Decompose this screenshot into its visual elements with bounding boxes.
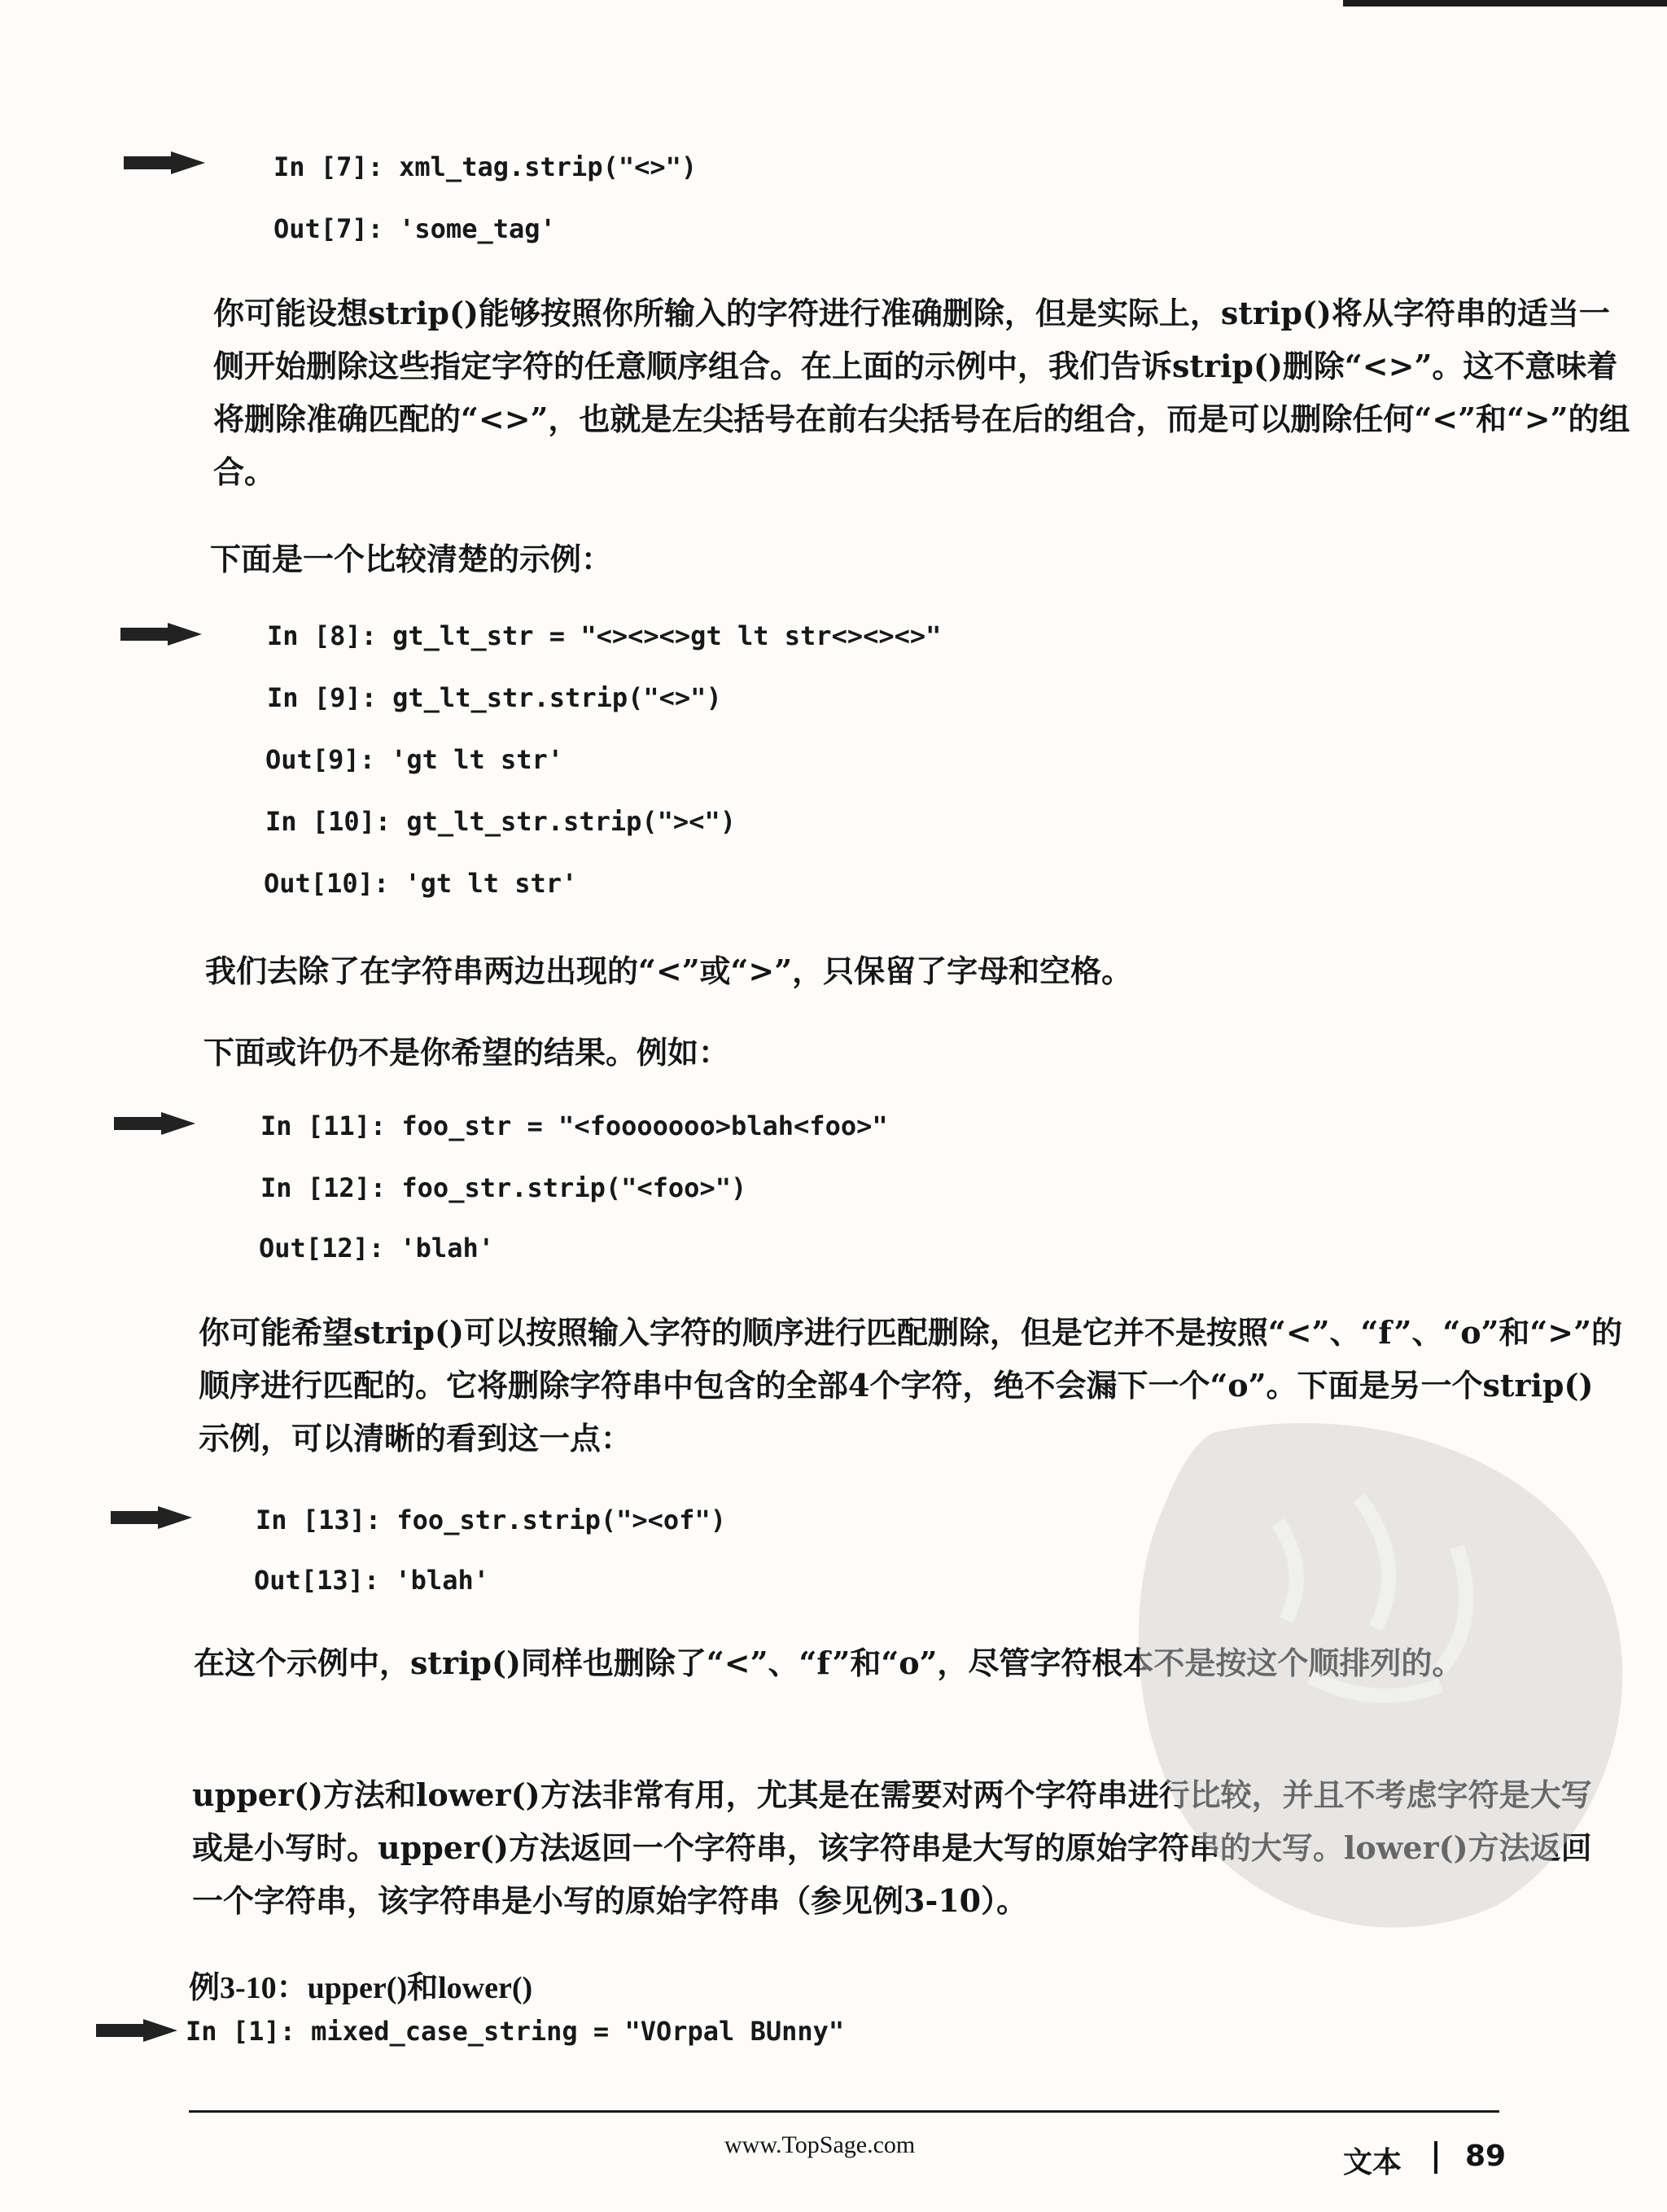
paragraph: upper()方法和lower()方法非常有用，尤其是在需要对两个字符串进行比较，并且不考虑字符是大写或是小写时。upper()方法返回一个字符串，该字符串是大写的原始字符串的大写。lower()方法返回一个字符串，该字符串是小写的原始字符串（参见例3-10）。 <box>192 1776 1592 1919</box>
code-line: Out[9]: 'gt lt str' <box>265 744 564 775</box>
footer-section-title: 文本 <box>1343 2146 1402 2179</box>
code-line: In [12]: foo_str.strip("<foo>") <box>260 1172 747 1203</box>
code-line: In [8]: gt_lt_str = "<><><>gt lt str<><><>" <box>267 620 942 651</box>
code-line: In [1]: mixed_case_string = "VOrpal BUnny" <box>186 2016 845 2047</box>
paragraph: 下面是一个比较清楚的示例： <box>210 541 613 577</box>
code-line: Out[7]: 'some_tag' <box>273 213 556 244</box>
code-line: In [10]: gt_lt_str.strip("><") <box>265 806 736 837</box>
code-marker-arrow-icon <box>124 151 205 174</box>
paragraph: 你可能希望strip()可以按照输入字符的顺序进行匹配删除，但是它并不是按照“<”、“f”、“o”和“>”的顺序进行匹配的。它将删除字符串中包含的全部4个字符，绝不会漏下一个“o”。下面是另一个strip()示例，可以清晰的看到这一点： <box>199 1314 1622 1456</box>
paragraph: 你可能设想strip()能够按照你所输入的字符进行准确删除，但是实际上，strip()将从字符串的适当一侧开始删除这些指定字符的任意顺序组合。在上面的示例中，我们告诉strip()删除“<>”。这不意味着将删除准确匹配的“<>”，也就是左尖括号在前右尖括号在后的组合，而是可以删除任何“<”和“>”的组合。 <box>213 295 1630 490</box>
code-line: Out[13]: 'blah' <box>254 1565 489 1596</box>
pdg-stamp-watermark <box>1115 1384 1636 1954</box>
paragraph: 在这个示例中，strip()同样也删除了“<”、“f”和“o”，尽管字符根本不是按这个顺排列的。 <box>194 1645 1464 1681</box>
example-title: 例3-10：upper()和lower() <box>189 1971 533 2005</box>
code-line: In [9]: gt_lt_str.strip("<>") <box>267 682 722 713</box>
code-line: In [11]: foo_str = "<fooooooo>blah<foo>" <box>260 1110 888 1141</box>
code-marker-arrow-icon <box>114 1112 195 1135</box>
code-line: Out[12]: 'blah' <box>259 1233 494 1264</box>
page-number: 89 <box>1465 2140 1507 2173</box>
code-line: In [13]: foo_str.strip("><of") <box>256 1505 726 1535</box>
top-edge-rule <box>1343 0 1667 7</box>
footer-url: www.TopSage.com <box>724 2131 916 2158</box>
paragraph: 我们去除了在字符串两边出现的“<”或“>”，只保留了字母和空格。 <box>205 953 1133 989</box>
code-marker-arrow-icon <box>120 623 202 646</box>
paragraph: 下面或许仍不是你希望的结果。例如： <box>203 1034 730 1071</box>
footer-separator <box>1434 2141 1437 2174</box>
code-line: In [7]: xml_tag.strip("<>") <box>273 151 698 182</box>
footer-rule <box>189 2110 1499 2113</box>
code-line: Out[10]: 'gt lt str' <box>264 868 578 899</box>
code-marker-arrow-icon <box>96 2019 177 2042</box>
code-marker-arrow-icon <box>111 1506 192 1529</box>
